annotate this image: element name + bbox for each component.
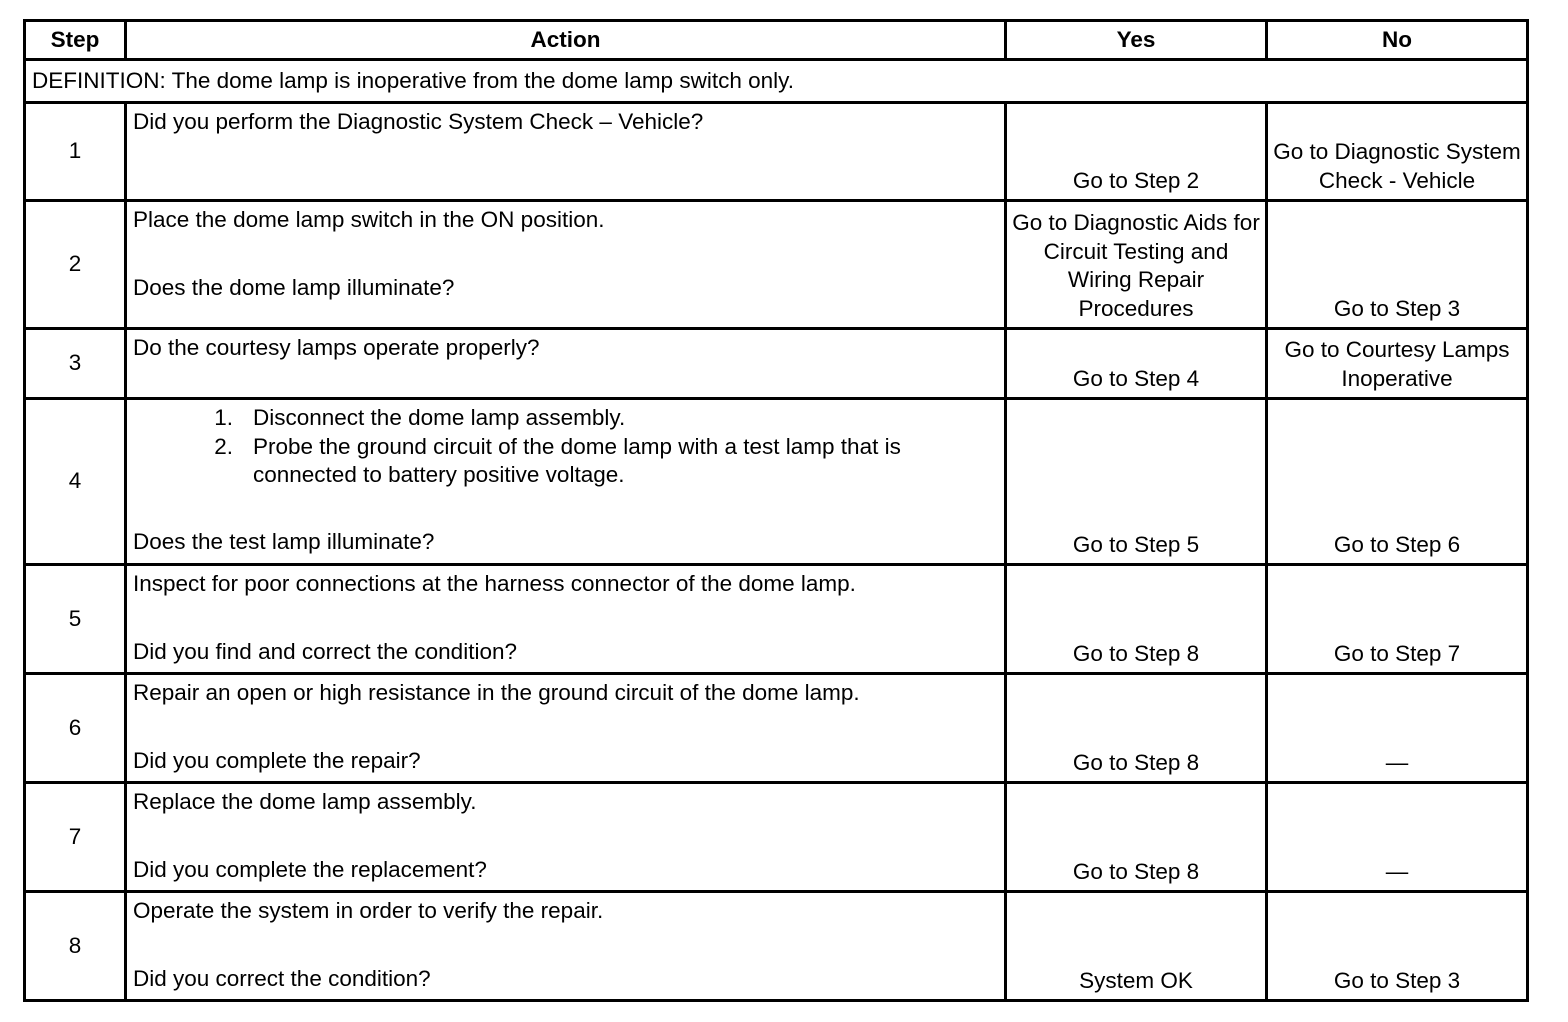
substep-list <box>133 404 998 490</box>
table-row <box>25 783 1528 892</box>
action-statement: Did you perform the Diagnostic System Check – Vehicle? <box>133 109 704 134</box>
step-number: 6 <box>25 674 126 783</box>
no-cell: Go to Step 3 <box>1267 201 1528 329</box>
no-cell: — <box>1267 783 1528 892</box>
no-cell: Go to Step 3 <box>1267 892 1528 1001</box>
action-statement: Replace the dome lamp assembly. <box>133 789 477 814</box>
table-row <box>25 201 1528 329</box>
yes-cell: Go to Step 8 <box>1006 783 1267 892</box>
yes-cell: Go to Step 2 <box>1006 103 1267 201</box>
table-row <box>25 674 1528 783</box>
action-cell <box>126 329 1006 399</box>
action-question: Did you complete the replacement? <box>133 856 487 882</box>
step-number: 4 <box>25 399 126 565</box>
no-cell: Go to Step 6 <box>1267 399 1528 565</box>
step-number: 5 <box>25 565 126 674</box>
list-item <box>133 433 998 490</box>
yes-cell: Go to Diagnostic Aids for Circuit Testing and Wiring Repair Procedures <box>1006 201 1267 329</box>
step-number: 1 <box>25 103 126 201</box>
header-yes: Yes <box>1006 21 1267 60</box>
action-cell <box>126 399 1006 565</box>
header-no: No <box>1267 21 1528 60</box>
yes-cell: Go to Step 4 <box>1006 329 1267 399</box>
substep-text: Probe the ground circuit of the dome lamp with a test lamp that is connected to battery positive voltage. <box>253 433 901 487</box>
no-cell: Go to Courtesy Lamps Inoperative <box>1267 329 1528 399</box>
action-cell <box>126 565 1006 674</box>
action-question: Did you find and correct the condition? <box>133 638 517 664</box>
table-row <box>25 103 1528 201</box>
definition-text: DEFINITION: The dome lamp is inoperative from the dome lamp switch only. <box>25 60 1528 103</box>
table-row <box>25 892 1528 1001</box>
list-item <box>133 404 998 433</box>
diagnostic-table <box>23 19 1529 1002</box>
action-statement: Operate the system in order to verify the repair. <box>133 898 604 923</box>
step-number: 3 <box>25 329 126 399</box>
action-statement: Place the dome lamp switch in the ON position. <box>133 207 605 232</box>
table-row <box>25 399 1528 565</box>
table-row <box>25 565 1528 674</box>
no-cell: Go to Diagnostic System Check - Vehicle <box>1267 103 1528 201</box>
action-question: Did you correct the condition? <box>133 965 431 991</box>
step-number: 2 <box>25 201 126 329</box>
header-step: Step <box>25 21 126 60</box>
yes-cell: Go to Step 5 <box>1006 399 1267 565</box>
action-question: Does the test lamp illuminate? <box>133 528 435 554</box>
no-cell: Go to Step 7 <box>1267 565 1528 674</box>
yes-cell: Go to Step 8 <box>1006 565 1267 674</box>
action-statement: Do the courtesy lamps operate properly? <box>133 335 540 360</box>
action-question: Does the dome lamp illuminate? <box>133 274 455 300</box>
no-cell: — <box>1267 674 1528 783</box>
action-cell <box>126 892 1006 1001</box>
action-cell <box>126 103 1006 201</box>
yes-cell: System OK <box>1006 892 1267 1001</box>
yes-cell: Go to Step 8 <box>1006 674 1267 783</box>
substep-number: 2. <box>214 433 233 459</box>
action-statement: Repair an open or high resistance in the ground circuit of the dome lamp. <box>133 680 860 705</box>
action-statement: Inspect for poor connections at the harness connector of the dome lamp. <box>133 571 856 596</box>
action-cell <box>126 783 1006 892</box>
header-action: Action <box>126 21 1006 60</box>
step-number: 8 <box>25 892 126 1001</box>
action-question: Did you complete the repair? <box>133 747 421 773</box>
header-row <box>25 21 1528 60</box>
action-cell <box>126 674 1006 783</box>
table-row <box>25 329 1528 399</box>
substep-text: Disconnect the dome lamp assembly. <box>253 405 626 430</box>
definition-row <box>25 60 1528 103</box>
action-cell <box>126 201 1006 329</box>
substep-number: 1. <box>214 405 233 430</box>
step-number: 7 <box>25 783 126 892</box>
